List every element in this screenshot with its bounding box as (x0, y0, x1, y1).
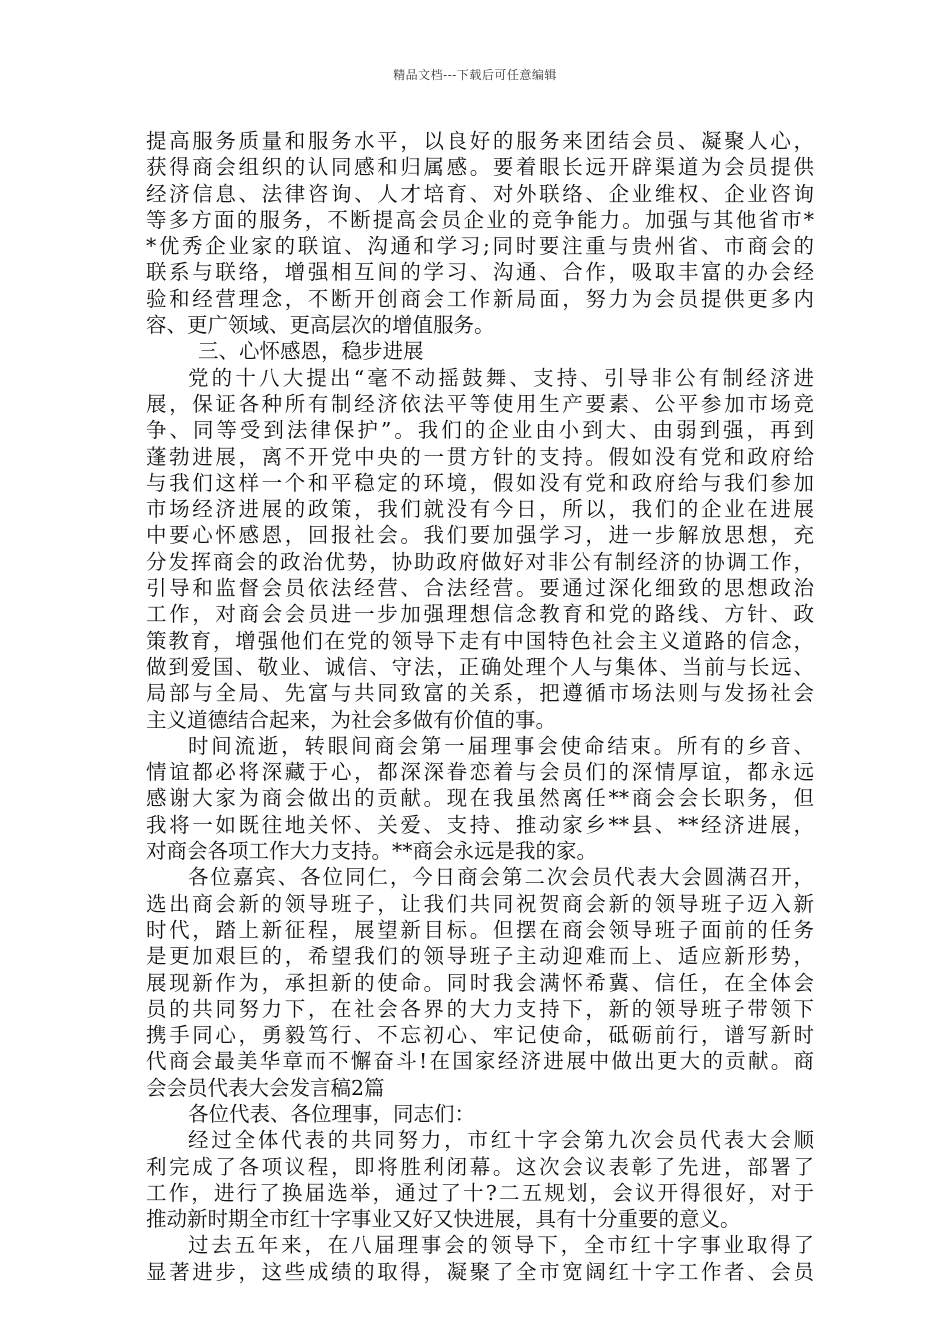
text-line: 对商会各项工作大力支持。**商会永远是我的家。 (146, 839, 597, 864)
text-line: 我将一如既往地关怀、关爱、支持、推动家乡**县、**经济进展， (146, 812, 814, 837)
text-line: 验和经营理念，不断开创商会工作新局面，努力为会员提供更多内 (146, 286, 814, 311)
text-line: 主义道德结合起来，为社会多做有价值的事。 (146, 707, 556, 732)
text-line: 策教育，增强他们在党的领导下走有中国特色社会主义道路的信念， (146, 628, 814, 653)
text-line: 显著进步，这些成绩的取得，凝聚了全市宽阔红十字工作者、会员 (146, 1259, 814, 1284)
text-line: 员的共同努力下，在社会各界的大力支持下，新的领导班子带领下 (146, 996, 814, 1021)
text-line: 分发挥商会的政治优势，协助政府做好对非公有制经济的协调工作， (146, 549, 814, 574)
text-line: 携手同心，勇毅笃行、不忘初心、牢记使命，砥砺前行，谱写新时 (146, 1023, 814, 1048)
text-line: 工作，进行了换届选举，通过了十?二五规划，会议开得很好，对于 (146, 1180, 814, 1205)
text-line: 争、同等受到法律保护”。我们的企业由小到大、由弱到强，再到 (146, 418, 814, 443)
text-line: 时间流逝，转眼间商会第一届理事会使命结束。所有的乡音、 (188, 733, 814, 758)
text-line: 与我们这样一个和平稳定的环境，假如没有党和政府给与我们参加 (146, 470, 814, 495)
text-line: 市场经济进展的政策，我们就没有今日，所以，我们的企业在进展 (146, 497, 814, 522)
text-line: 做到爱国、敬业、诚信、守法，正确处理个人与集体、当前与长远、 (146, 654, 814, 679)
text-line: 党的十八大提出“毫不动摇鼓舞、支持、引导非公有制经济进 (188, 365, 814, 390)
text-line: 提高服务质量和服务水平，以良好的服务来团结会员、凝聚人心， (146, 129, 814, 153)
text-line: 等多方面的服务，不断提高会员企业的竞争能力。加强与其他省市* (146, 207, 814, 232)
text-line: *优秀企业家的联谊、沟通和学习;同时要注重与贵州省、市商会的 (146, 234, 814, 259)
text-line: 选出商会新的领导班子，让我们共同祝贺商会新的领导班子迈入新 (146, 891, 814, 916)
text-line: 利完成了各项议程，即将胜利闭幕。这次会议表彰了先进，部署了 (146, 1154, 814, 1179)
text-line: 三、心怀感恩，稳步进展 (198, 339, 424, 364)
text-line: 中要心怀感恩，回报社会。我们要加强学习，进一步解放思想，充 (146, 523, 814, 548)
text-line: 各位代表、各位理事，同志们： (188, 1101, 475, 1126)
text-line: 工作，对商会会员进一步加强理想信念教育和党的路线、方针、政 (146, 602, 814, 627)
text-line: 会会员代表大会发言稿2篇 (146, 1075, 385, 1100)
text-line: 代商会最美华章而不懈奋斗!在国家经济进展中做出更大的贡献。商 (146, 1049, 814, 1074)
text-line: 蓬勃进展，离不开党中央的一贯方针的支持。假如没有党和政府给 (146, 444, 814, 469)
text-line: 局部与全局、先富与共同致富的关系，把遵循市场法则与发扬社会 (146, 681, 814, 706)
text-line: 过去五年来，在八届理事会的领导下，全市红十字事业取得了 (188, 1233, 814, 1258)
text-line: 各位嘉宾、各位同仁，今日商会第二次会员代表大会圆满召开， (188, 865, 814, 890)
text-line: 引导和监督会员依法经营、合法经营。要通过深化细致的思想政治 (146, 576, 814, 601)
text-line: 容、更广领域、更高层次的增值服务。 (146, 313, 495, 338)
text-line: 经济信息、法律咨询、人才培育、对外联络、企业维权、企业咨询 (146, 181, 814, 206)
text-line: 联系与联络，增强相互间的学习、沟通、合作，吸取丰富的办会经 (146, 260, 814, 285)
page-header: 精品文档---下载后可任意编辑 (393, 68, 557, 82)
text-line: 展现新作为，承担新的使命。同时我会满怀希冀、信任，在全体会 (146, 970, 814, 995)
text-line: 是更加艰巨的，希望我们的领导班子主动迎难而上、适应新形势， (146, 944, 814, 969)
text-line: 推动新时期全市红十字事业又好又快进展，具有十分重要的意义。 (146, 1207, 741, 1232)
text-line: 展，保证各种所有制经济依法平等使用生产要素、公平参加市场竞 (146, 391, 814, 416)
text-line: 时代，踏上新征程，展望新目标。但摆在商会领导班子面前的任务 (146, 917, 814, 942)
text-line: 获得商会组织的认同感和归属感。要着眼长远开辟渠道为会员提供 (146, 155, 814, 180)
text-line: 经过全体代表的共同努力，市红十字会第九次会员代表大会顺 (188, 1128, 814, 1153)
text-line: 情谊都必将深藏于心，都深深眷恋着与会员们的深情厚谊，都永远 (146, 760, 814, 785)
document-body (146, 128, 814, 1285)
text-line: 感谢大家为商会做出的贡献。现在我虽然离任**商会会长职务，但 (146, 786, 814, 811)
